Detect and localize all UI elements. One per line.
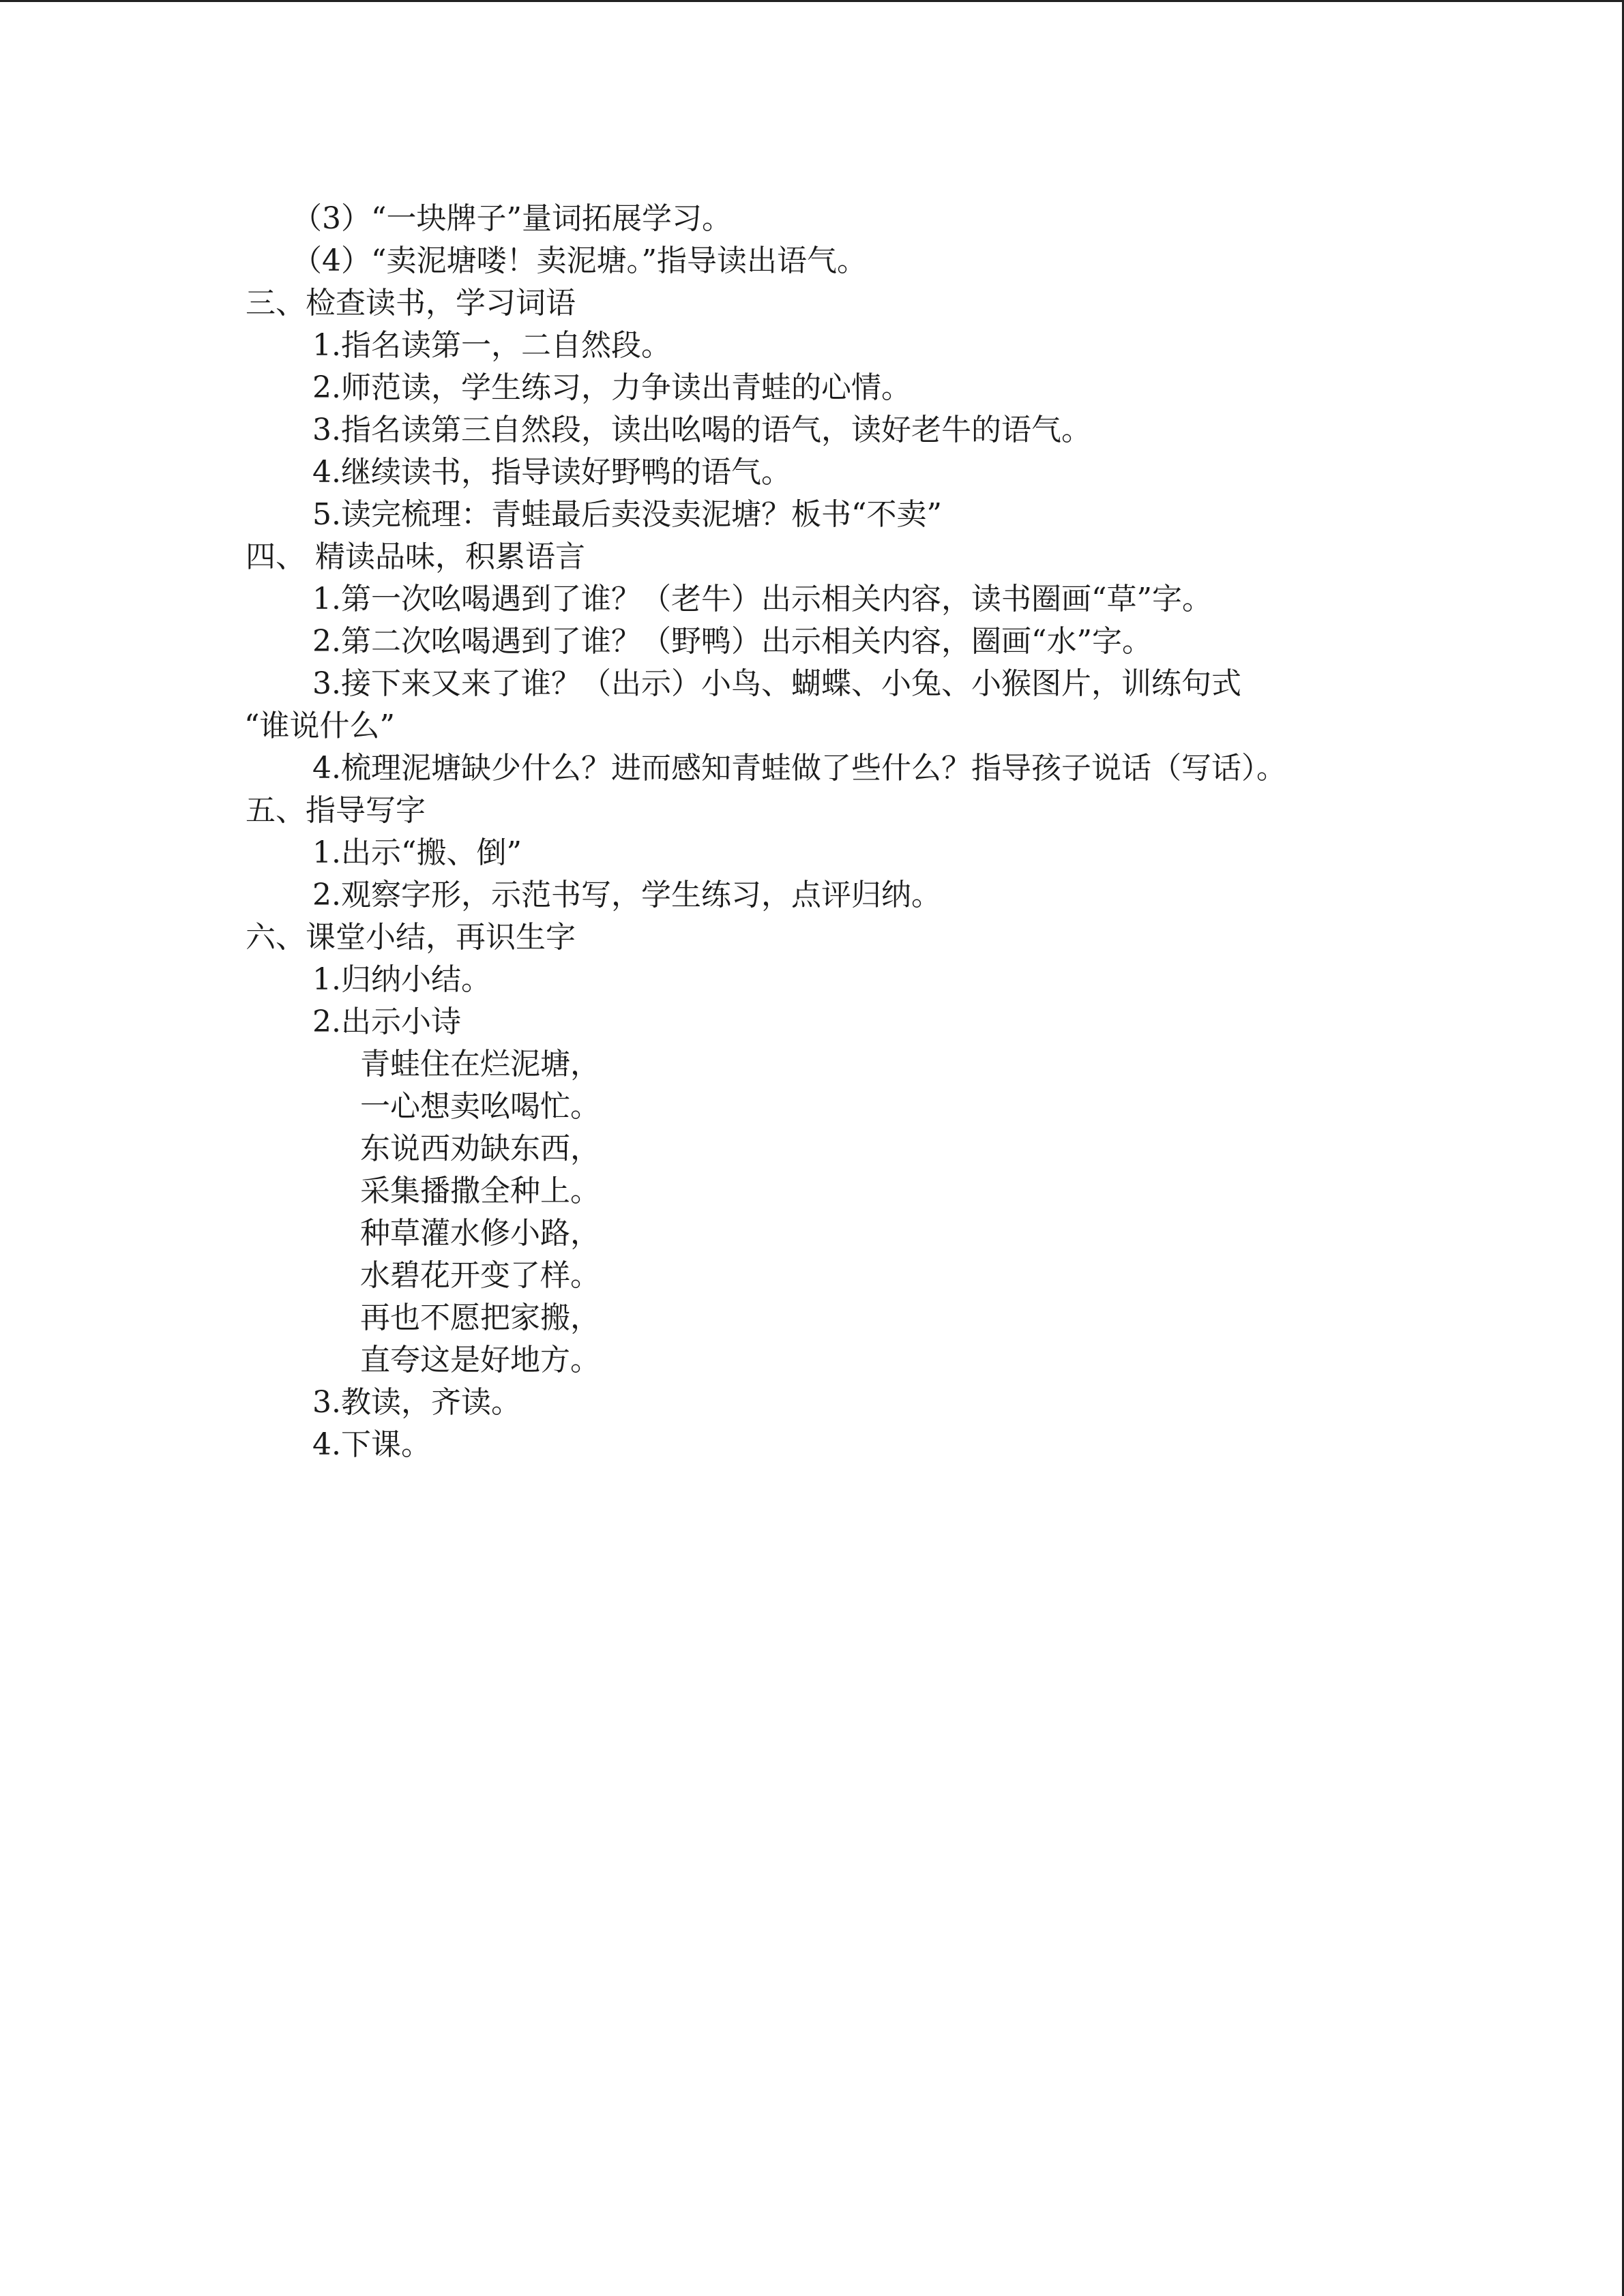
list-item: 4.继续读书，指导读好野鸭的语气。 — [312, 455, 791, 490]
list-item: 4.梳理泥塘缺少什么？进而感知青蛙做了些什么？指导孩子说话（写话）。 — [312, 751, 1286, 786]
poem-line: 东说西劝缺东西， — [360, 1131, 600, 1166]
poem-line: 种草灌水修小路， — [360, 1216, 600, 1251]
list-item: 1.第一次吆喝遇到了谁？（老牛）出示相关内容，读书圈画“草”字。 — [312, 582, 1212, 616]
poem-line: 再也不愿把家搬， — [360, 1300, 600, 1335]
list-item: 3.教读，齐读。 — [312, 1385, 521, 1420]
list-item: 2.师范读，学生练习，力争读出青蛙的心情。 — [312, 370, 911, 405]
poem-line: 一心想卖吆喝忙。 — [360, 1089, 600, 1124]
section-heading: 四、 精读品味，积累语言 — [246, 539, 585, 574]
section-heading: 五、指导写字 — [246, 793, 426, 828]
list-item: 3.指名读第三自然段，读出吆喝的语气，读好老牛的语气。 — [312, 413, 1091, 447]
list-item: 1.归纳小结。 — [312, 962, 491, 997]
list-item-continuation: “谁说什么” — [244, 709, 395, 743]
poem-line: 水碧花开变了样。 — [360, 1258, 600, 1293]
text-line: （4）“卖泥塘喽！卖泥塘。”指导读出语气。 — [292, 243, 867, 278]
text-line: （3）“一块牌子”量词拓展学习。 — [292, 201, 732, 236]
list-item: 2.观察字形，示范书写，学生练习，点评归纳。 — [312, 878, 941, 912]
list-item: 2.第二次吆喝遇到了谁？（野鸭）出示相关内容，圈画“水”字。 — [312, 624, 1152, 659]
section-heading: 六、课堂小结，再识生字 — [246, 920, 576, 955]
list-item: 5.读完梳理：青蛙最后卖没卖泥塘？板书“不卖” — [312, 497, 942, 532]
page-top-border — [0, 0, 1624, 2]
poem-line: 青蛙住在烂泥塘， — [360, 1047, 600, 1082]
list-item: 1.出示“搬、倒” — [312, 835, 522, 870]
list-item: 3.接下来又来了谁？（出示）小鸟、蝴蝶、小兔、小猴图片，训练句式 — [312, 666, 1241, 701]
poem-line: 采集播撒全种上。 — [360, 1174, 600, 1208]
list-item: 4.下课。 — [312, 1427, 431, 1462]
section-heading: 三、检查读书，学习词语 — [246, 286, 576, 320]
list-item: 2.出示小诗 — [312, 1004, 461, 1039]
list-item: 1.指名读第一，二自然段。 — [312, 328, 671, 363]
poem-line: 直夸这是好地方。 — [360, 1343, 600, 1377]
